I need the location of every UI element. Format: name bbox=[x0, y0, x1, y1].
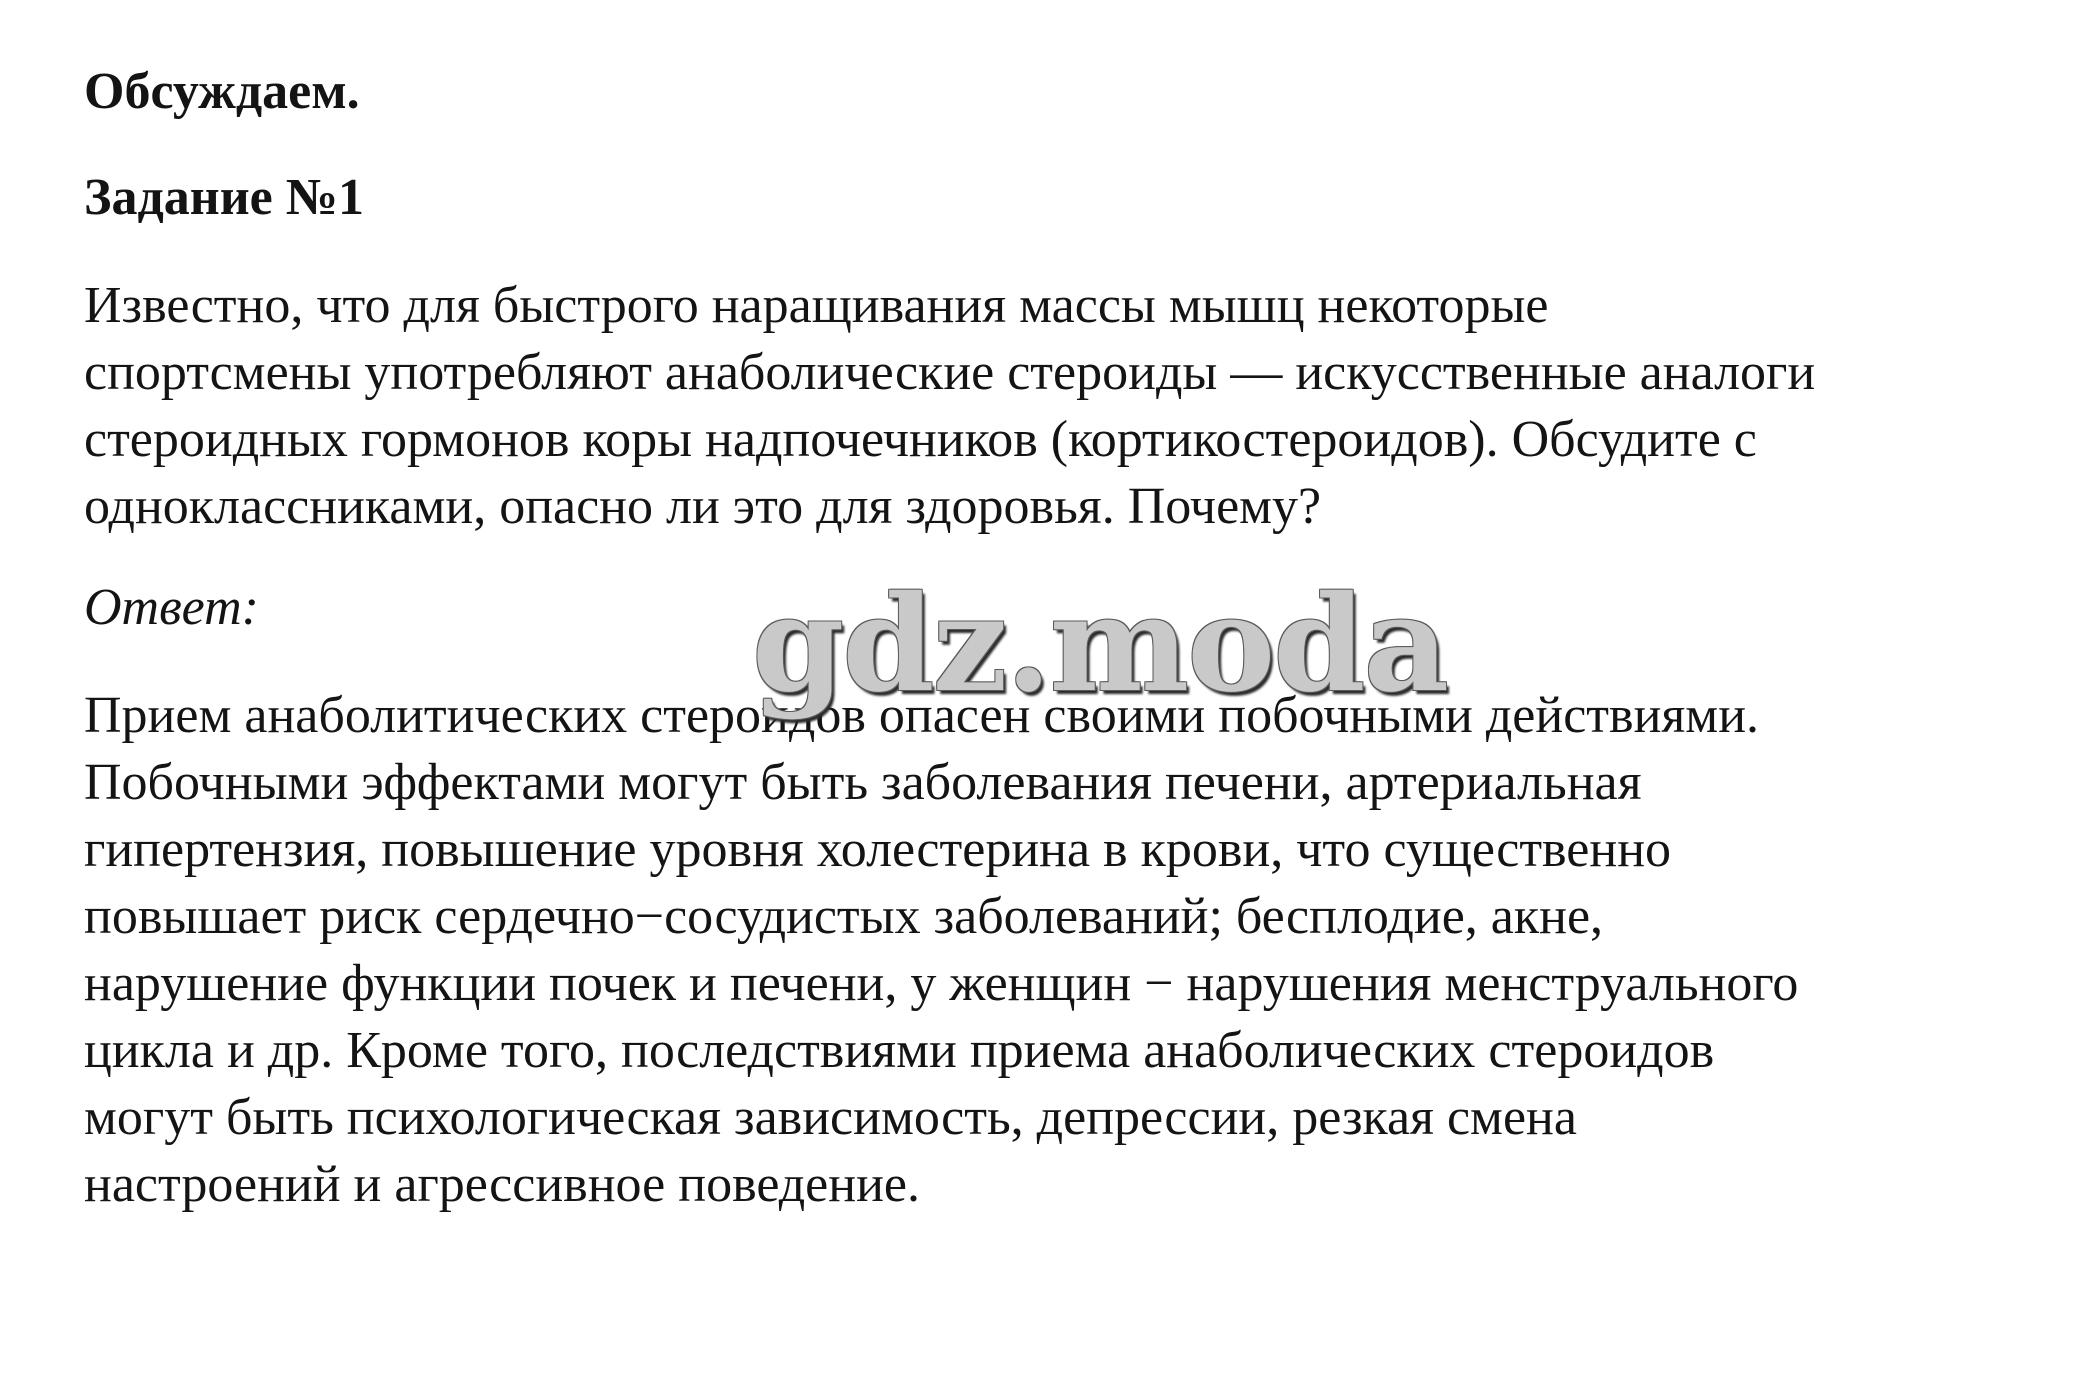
watermark-logo: gdz.moda bbox=[752, 567, 1448, 722]
question-line: спортсмены употребляют анаболические стероиды — искусственные аналоги bbox=[84, 344, 1816, 401]
answer-line: гипертензия, повышение уровня холестерина в крови, что существенно bbox=[84, 821, 1672, 878]
question-line: Известно, что для быстрого наращивания массы мышц некоторые bbox=[84, 277, 1549, 334]
question-line: стероидных гормонов коры надпочечников (кортикостероидов). Обсудите с bbox=[84, 411, 1757, 468]
answer-line: повышает риск сердечно−сосудистых заболеваний; бесплодие, акне, bbox=[84, 888, 1604, 945]
question-text bbox=[84, 272, 2044, 540]
answer-line: Прием анаболитических стероидов опасен своими побочными действиями. bbox=[84, 687, 1760, 744]
answer-line: могут быть психологическая зависимость, депрессии, резкая смена bbox=[84, 1089, 1577, 1146]
question-line: одноклассниками, опасно ли это для здоровья. Почему? bbox=[84, 478, 1322, 535]
document-page bbox=[84, 62, 2044, 1218]
section-title: Обсуждаем. bbox=[84, 63, 360, 120]
answer-line: нарушение функции почек и печени, у женщин − нарушения менструального bbox=[84, 955, 1799, 1012]
task-title: Задание №1 bbox=[84, 169, 365, 226]
answer-line: цикла и др. Кроме того, последствиями приема анаболических стероидов bbox=[84, 1022, 1715, 1079]
answer-line: Побочными эффектами могут быть заболевания печени, артериальная bbox=[84, 754, 1642, 811]
answer-label: Ответ: bbox=[84, 579, 259, 636]
answer-line: настроений и агрессивное поведение. bbox=[84, 1156, 920, 1213]
answer-text bbox=[84, 682, 2044, 1218]
